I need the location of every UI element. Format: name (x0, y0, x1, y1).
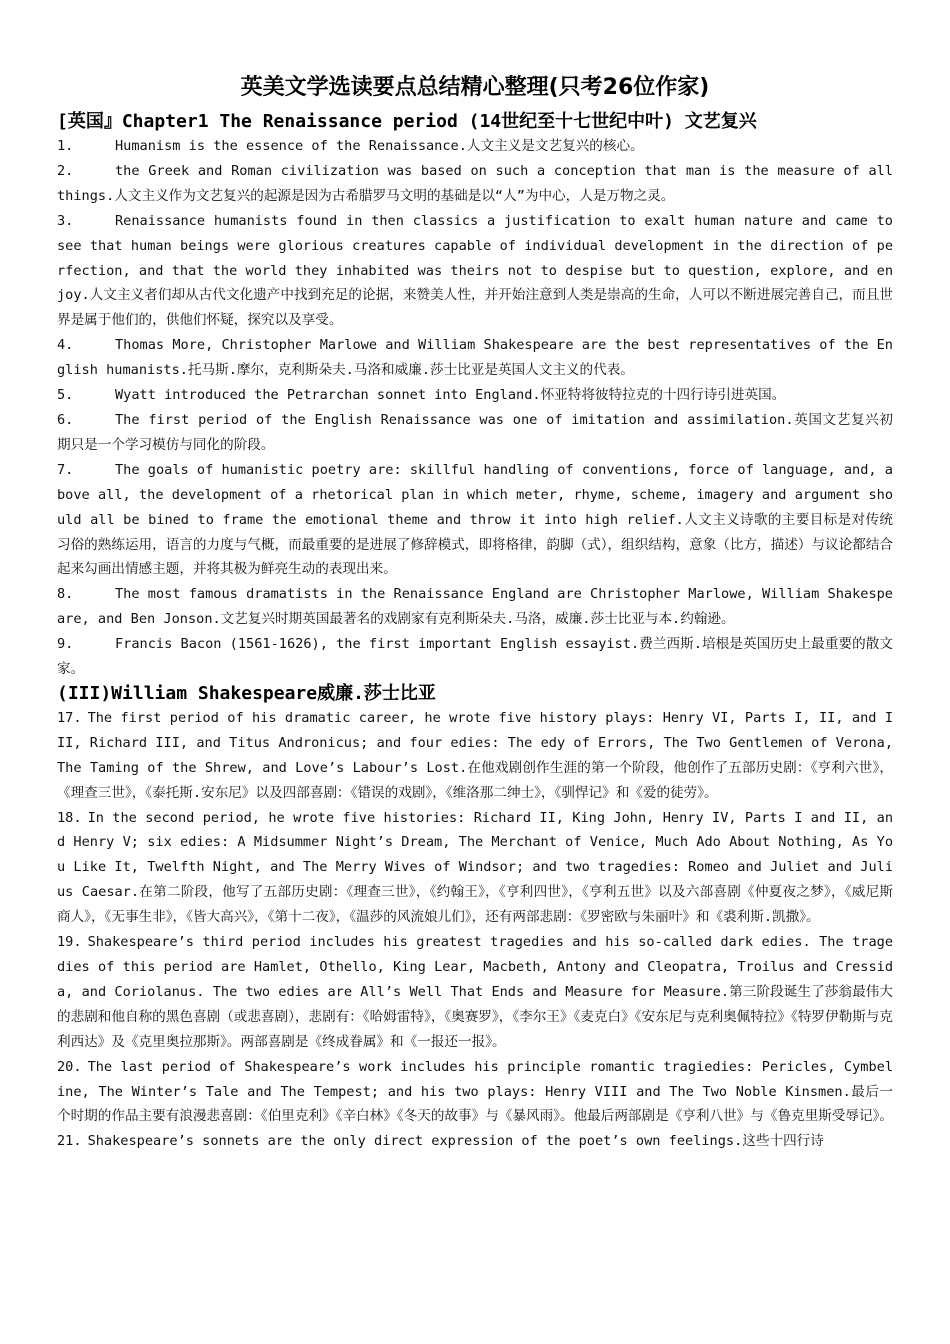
item-text: the Greek and Roman civilization was based on such a conception that man is the measure of all things.人文主义作为文艺复兴的起源是因为古希腊罗马文明的基础是以“人”为中心，人是万物之灵。 (57, 162, 893, 204)
item-number: 17. (57, 709, 82, 726)
list-item (57, 806, 893, 931)
list-item (57, 408, 893, 458)
list-item (57, 582, 893, 632)
item-text: The first period of the English Renaissance was one of imitation and assimilation.英国文艺复兴初期只是一个学习模仿与同化的阶段。 (57, 411, 893, 453)
list-item (57, 159, 893, 209)
item-number: 5. (57, 387, 74, 404)
list-item (57, 1055, 893, 1130)
item-number: 2. (57, 162, 74, 179)
section-heading-renaissance: [英国』Chapter1 The Renaissance period (14世纪至十七世纪中叶) 文艺复兴 (57, 111, 757, 132)
item-text: Humanism is the essence of the Renaissance.人文主义是文艺复兴的核心。 (115, 138, 644, 154)
item-number: 1. (57, 138, 74, 154)
item-text: Francis Bacon (1561-1626), the first important English essayist.费兰西斯.培根是英国历史上最重要的散文家。 (57, 636, 893, 678)
list-item (57, 134, 893, 159)
item-number: 18. (57, 809, 82, 826)
item-text: The goals of humanistic poetry are: skillful handling of conventions, force of language, and, above all, the development of a rhetorical plan in which meter, rhyme, scheme, imagery and argument should all be bined to frame the emotional theme and throw it into high relief.人文主义诗歌的主要目标是对传统习俗的熟练运用，语言的力度与气概，而最重要的是进展了修辞模式，即将格律，韵脚（式），组织结构，意象（比方，描述）与议论都结合起来勾画出情感主题，并将其极为鲜亮生动的表现出来。 (57, 461, 894, 578)
item-number: 20. (57, 1058, 82, 1075)
list-item (57, 632, 893, 682)
list-item (57, 1129, 893, 1154)
list-item (57, 706, 893, 806)
item-number: 4. (57, 337, 74, 354)
item-text: The most famous dramatists in the Renaissance England are Christopher Marlowe, William Shakespeare, and Ben Jonson.文艺复兴时期英国最著名的戏剧家有克利斯朵夫.马洛，威廉.莎士比亚与本.约翰逊。 (57, 586, 893, 628)
item-number: 6. (57, 411, 74, 428)
item-number: 19. (57, 934, 82, 951)
list-item (57, 458, 893, 583)
item-text: The last period of Shakespeare’s work includes his principle romantic tragiedies: Pericles, Cymbeline, The Winter’s Tale and The Tempest; and his two plays: Henry VIII and The Two Noble Kinsmen.最后一个时期的作品主要有浪漫悲喜剧：《伯里克利》《辛白林》《冬天的故事》与《暴风雨》。他最后两部剧是《亨利八世》与《鲁克里斯受辱记》。 (57, 1058, 893, 1125)
item-text: In the second period, he wrote five histories: Richard II, King John, Henry IV, Parts I and II, and Henry V; six edies: A Midsummer Night’s Dream, The Merchant of Venice, Much Ado About Nothing, As You Like It, Twelfth Night, and The Merry Wives of Windsor; and two tragedies: Romeo and Juliet and Julius Caesar.在第二阶段，他写了五部历史剧：《理查三世》，《约翰王》，《亨利四世》，《亨利五世》以及六部喜剧《仲夏夜之梦》，《威尼斯商人》，《无事生非》，《皆大高兴》，《第十二夜》，《温莎的风流娘儿们》，还有两部悲剧：《罗密欧与朱丽叶》和《裘利斯.凯撒》。 (57, 809, 893, 926)
item-text: Wyatt introduced the Petrarchan sonnet into England.怀亚特将彼特拉克的十四行诗引进英国。 (115, 387, 786, 404)
list-item (57, 383, 893, 408)
list-item (57, 930, 893, 1055)
item-text: Thomas More, Christopher Marlowe and William Shakespeare are the best representatives of the English humanists.托马斯.摩尔，克利斯朵夫.马洛和威廉.莎士比亚是英国人文主义的代表。 (57, 337, 893, 379)
document-title: 英美文学选读要点总结精心整理(只考26位作家) (240, 75, 710, 100)
item-number: 9. (57, 636, 74, 653)
item-number: 3. (57, 212, 74, 229)
section-heading-shakespeare: (III)William Shakespeare威廉.莎士比亚 (57, 682, 436, 704)
item-text: Shakespeare’s third period includes his greatest tragedies and his so-called dark edies. The tragedies of this period are Hamlet, Othello, King Lear, Macbeth, Antony and Cleopatra, Troilus and Cressida, and Coriolanus. The two edies are All’s Well That Ends and Measure for Measure.第三阶段诞生了莎翁最伟大的悲剧和他自称的黑色喜剧（或悲喜剧），悲剧有：《哈姆雷特》，《奥赛罗》，《李尔王》《麦克白》《安东尼与克利奥佩特拉》《特罗伊勒斯与克利西达》及《克里奥拉那斯》。两部喜剧是《终成眷属》和《一报还一报》。 (57, 934, 893, 1050)
list-item (57, 333, 893, 383)
list-item (57, 209, 893, 334)
item-number: 8. (57, 586, 74, 603)
item-text: Shakespeare’s sonnets are the only direct expression of the poet’s own feelings.这些十四行诗 (87, 1133, 824, 1150)
item-number: 7. (57, 461, 74, 478)
item-text: Renaissance humanists found in then classics a justification to exalt human nature and came to see that human beings were glorious creatures capable of individual development in the direction of perfection, and that the world they inhabited was theirs not to despise but to question, explore, and enjoy.人文主义者们却从古代文化遗产中找到充足的论据，来赞美人性，并开始注意到人类是崇高的生命，人可以不断进展完善自己，而且世界是属于他们的，供他们怀疑，探究以及享受。 (57, 212, 893, 329)
item-number: 21. (57, 1133, 82, 1150)
document-page (57, 72, 893, 1154)
item-text: The first period of his dramatic career, he wrote five history plays: Henry VI, Parts I, II, and III, Richard III, and Titus Andronicus; and four edies: The edy of Errors, The Two Gentlemen of Verona, The Taming of the Shrew, and Love’s Labour’s Lost.在他戏剧创作生涯的第一个阶段，他创作了五部历史剧：《亨利六世》，《理查三世》，《泰托斯.安东尼》以及四部喜剧：《错误的戏剧》，《维洛那二绅士》，《驯悍记》和《爱的徒劳》。 (57, 709, 893, 801)
